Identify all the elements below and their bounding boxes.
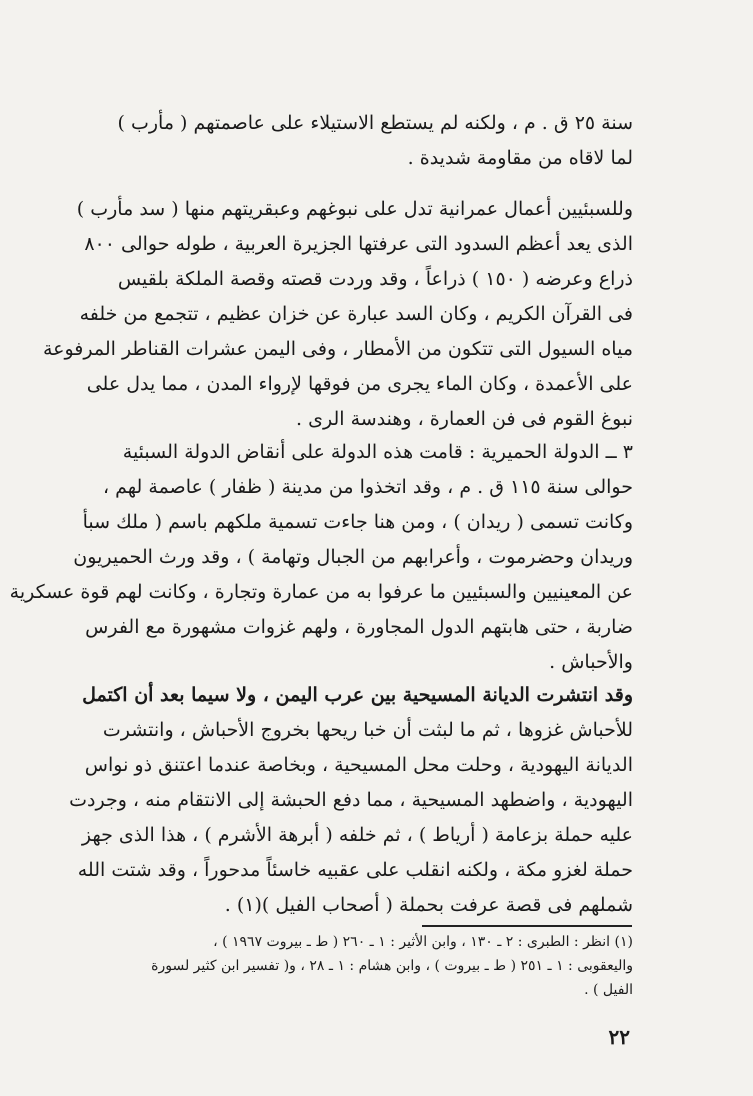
text-line: وريدان وحضرموت ، وأعرابهم من الجبال وتهامة ) ، وقد ورث الحميريون bbox=[73, 546, 633, 568]
text-line: شملهم فى قصة عرفت بحملة ( أصحاب الفيل )(١) . bbox=[224, 894, 633, 916]
text-line: وكانت تسمى ( ريدان ) ، ومن هنا جاءت تسمية ملكهم باسم ( ملك سبأ bbox=[82, 511, 633, 533]
footnote-line: واليعقوبى : ١ ـ ٢٥١ ( ط ـ بيروت ) ، وابن هشام : ١ ـ ٢٨ ، و( تفسير ابن كثير لسورة bbox=[151, 958, 633, 974]
footnotes bbox=[120, 930, 633, 1002]
footnote-divider bbox=[422, 925, 632, 927]
text-line: الديانة اليهودية ، وحلت محل المسيحية ، وبخاصة عندما اعتنق ذو نواس bbox=[84, 754, 633, 776]
text-line: عن المعينيين والسبئيين ما عرفوا به من عمارة وتجارة ، وكانت لهم قوة عسكرية bbox=[9, 581, 633, 603]
footnote-line: (١) انظر : الطبرى : ٢ ـ ١٣٠ ، وابن الأثير : ١ ـ ٢٦٠ ( ط ـ بيروت ١٩٦٧ ) ، bbox=[213, 934, 633, 950]
footnote-line: الفيل ) . bbox=[584, 982, 633, 998]
text-line: عليه حملة بزعامة ( أرياط ) ، ثم خلفه ( أبرهة الأشرم ) ، هذا الذى جهز bbox=[81, 824, 633, 846]
text-line: مياه السيول التى تتكون من الأمطار ، وفى اليمن عشرات القناطر المرفوعة bbox=[42, 338, 633, 360]
text-line: على الأعمدة ، وكان الماء يجرى من فوقها لإرواء المدن ، مما يدل على bbox=[86, 373, 633, 395]
text-line: فى القرآن الكريم ، وكان السد عبارة عن خزان عظيم ، تتجمع من خلفه bbox=[79, 303, 633, 325]
paragraph-2 bbox=[42, 192, 633, 437]
text-line: سنة ٢٥ ق . م ، ولكنه لم يستطع الاستيلاء على عاصمتهم ( مأرب ) bbox=[117, 112, 633, 134]
text-line: الذى يعد أعظم السدود التى عرفتها الجزيرة العربية ، طوله حوالى ٨٠٠ bbox=[84, 233, 633, 255]
paragraph-4 bbox=[69, 678, 633, 923]
text-line: ضاربة ، حتى هابتهم الدول المجاورة ، ولهم غزوات مشهورة مع الفرس bbox=[85, 616, 633, 638]
text-line: اليهودية ، واضطهد المسيحية ، مما دفع الحبشة إلى الانتقام منه ، وجردت bbox=[69, 789, 633, 811]
text-line: للأحباش غزوها ، ثم ما لبثت أن خبا ريحها بخروج الأحباش ، وانتشرت bbox=[102, 719, 633, 741]
text-line: لما لاقاه من مقاومة شديدة . bbox=[407, 147, 633, 169]
text-line: والأحباش . bbox=[549, 651, 633, 673]
paragraph-3 bbox=[9, 435, 633, 680]
text-line: وللسبئيين أعمال عمرانية تدل على نبوغهم وعبقريتهم منها ( سد مأرب ) bbox=[76, 198, 633, 220]
page-number: ٢٢ bbox=[608, 1025, 630, 1049]
text-line: وقد انتشرت الديانة المسيحية بين عرب اليمن ، ولا سيما بعد أن اكتمل bbox=[82, 684, 633, 706]
text-line: حوالى سنة ١١٥ ق . م ، وقد اتخذوا من مدينة ( ظفار ) عاصمة لهم ، bbox=[102, 476, 633, 498]
text-line: ٣ ــ الدولة الحميرية : قامت هذه الدولة على أنقاض الدولة السبئية bbox=[122, 441, 633, 463]
text-line: حملة لغزو مكة ، ولكنه انقلب على عقبيه خاسئاً مدحوراً ، وقد شتت الله bbox=[77, 859, 633, 881]
paragraph-1 bbox=[117, 106, 633, 176]
text-line: ذراع وعرضه ( ١٥٠ ) ذراعاً ، وقد وردت قصته وقصة الملكة بلقيس bbox=[117, 268, 633, 290]
text-line: نبوغ القوم فى فن العمارة ، وهندسة الرى . bbox=[296, 408, 633, 430]
